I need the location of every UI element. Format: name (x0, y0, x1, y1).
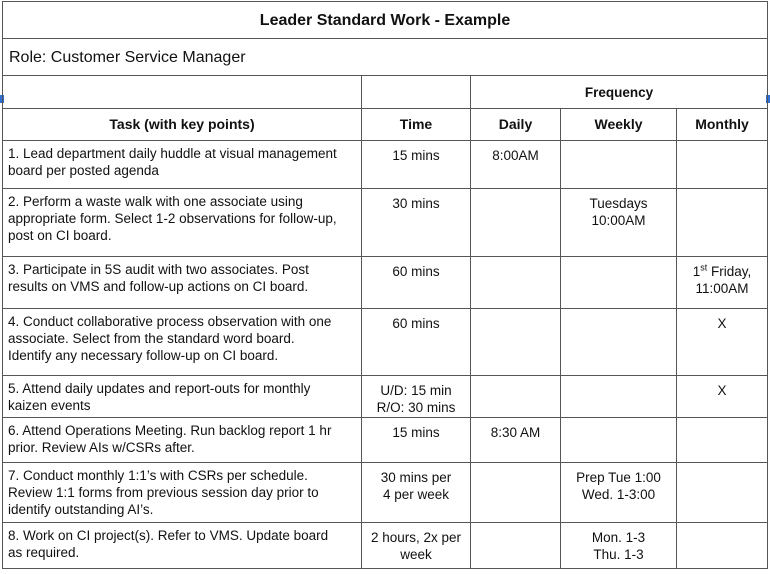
task-cell (3, 257, 362, 309)
task-cell-line: 2. Perform a waste walk with one associate using (8, 194, 303, 209)
task-cell-line: kaizen events (8, 398, 91, 413)
monthly-cell-line: 1st Friday, (692, 262, 752, 279)
monthly-cell (677, 141, 768, 189)
task-rows (3, 141, 768, 569)
task-cell (3, 189, 362, 257)
monthly-cell (677, 376, 768, 418)
daily-cell (471, 189, 561, 257)
weekly-cell-line: Prep Tue 1:00 (576, 470, 661, 485)
task-cell (3, 523, 362, 569)
header-empty-cell (362, 76, 471, 109)
monthly-cell-line: X (717, 316, 727, 331)
frequency-header: Frequency (471, 76, 768, 109)
daily-cell-line: 8:00AM (492, 148, 539, 163)
weekly-cell (561, 309, 677, 376)
time-cell (362, 141, 471, 189)
time-cell-line: 60 mins (392, 264, 440, 279)
time-cell (362, 309, 471, 376)
task-column-header: Task (with key points) (3, 109, 362, 141)
task-cell-line: associate. Select from the standard word board. (8, 331, 295, 346)
time-cell (362, 463, 471, 523)
time-cell-line: 4 per week (382, 487, 450, 502)
weekly-cell-line: 10:00AM (591, 213, 646, 228)
monthly-cell (677, 463, 768, 523)
task-cell-line: identify outstanding AI’s. (8, 502, 154, 517)
table-row (3, 309, 768, 376)
table-row (3, 523, 768, 569)
time-cell (362, 418, 471, 463)
monthly-cell (677, 257, 768, 309)
time-cell (362, 376, 471, 418)
task-cell (3, 309, 362, 376)
daily-cell (471, 523, 561, 569)
task-cell-line: results on VMS and follow-up actions on CI board. (8, 279, 309, 294)
weekly-cell (561, 418, 677, 463)
task-cell-line: 3. Participate in 5S audit with two associates. Post (8, 262, 309, 277)
task-cell-line: post on CI board. (8, 228, 112, 243)
time-cell-line: U/D: 15 min (380, 383, 452, 398)
weekly-cell-line: Tuesdays (589, 196, 648, 211)
task-cell-line: 4. Conduct collaborative process observation with one (8, 314, 332, 329)
task-cell-line: Identify any necessary follow-up on CI board. (8, 348, 279, 363)
weekly-cell (561, 523, 677, 569)
time-cell (362, 189, 471, 257)
table-row (3, 463, 768, 523)
time-column-header: Time (362, 109, 471, 141)
weekly-cell (561, 376, 677, 418)
time-cell-line: 15 mins (392, 148, 440, 163)
task-cell-line: 6. Attend Operations Meeting. Run backlog report 1 hr (8, 423, 332, 438)
time-cell-line: 60 mins (392, 316, 440, 331)
task-cell-line: 8. Work on CI project(s). Refer to VMS. Update board (8, 528, 329, 543)
header-empty-cell (3, 76, 362, 109)
monthly-cell (677, 309, 768, 376)
time-cell-line: 15 mins (392, 425, 440, 440)
document-title: Leader Standard Work - Example (3, 2, 768, 39)
task-cell (3, 418, 362, 463)
task-cell-line: 5. Attend daily updates and report-outs for monthly (8, 381, 311, 396)
time-cell-line: 30 mins (392, 196, 440, 211)
task-cell-line: Review 1:1 forms from previous session day prior to (8, 485, 319, 500)
daily-cell-line: 8:30 AM (490, 425, 541, 440)
table-row (3, 376, 768, 418)
task-cell (3, 141, 362, 189)
weekly-cell-line: Wed. 1-3:00 (581, 487, 656, 502)
weekly-cell (561, 257, 677, 309)
ordinal-suffix: st (700, 262, 708, 273)
monthly-cell-line: 11:00AM (695, 281, 749, 296)
daily-cell (471, 257, 561, 309)
weekly-cell-line: Thu. 1-3 (593, 547, 644, 562)
daily-cell (471, 418, 561, 463)
table-row (3, 257, 768, 309)
monthly-cell (677, 189, 768, 257)
time-cell-line: week (400, 547, 432, 562)
weekly-cell (561, 141, 677, 189)
task-cell-line: 7. Conduct monthly 1:1’s with CSRs per schedule. (8, 468, 308, 483)
task-cell (3, 376, 362, 418)
role-label: Role: Customer Service Manager (3, 39, 768, 76)
weekly-cell (561, 189, 677, 257)
table-row (3, 141, 768, 189)
task-cell-line: prior. Review AIs w/CSRs after. (8, 440, 195, 455)
table-row (3, 418, 768, 463)
table-row (3, 189, 768, 257)
daily-column-header: Daily (471, 109, 561, 141)
task-cell-line: 1. Lead department daily huddle at visual management (8, 146, 337, 161)
task-cell-line: board per posted agenda (8, 163, 159, 178)
task-cell (3, 463, 362, 523)
monthly-cell (677, 418, 768, 463)
time-cell (362, 523, 471, 569)
time-cell-line: R/O: 30 mins (376, 400, 456, 415)
monthly-cell (677, 523, 768, 569)
weekly-cell (561, 463, 677, 523)
task-cell-line: appropriate form. Select 1-2 observations for follow-up, (8, 211, 337, 226)
monthly-cell-line: X (717, 383, 727, 398)
daily-cell (471, 141, 561, 189)
time-cell-line: 2 hours, 2x per (370, 530, 462, 545)
daily-cell (471, 376, 561, 418)
leader-standard-work-table (2, 1, 768, 569)
weekly-cell-line: Mon. 1-3 (591, 530, 646, 545)
daily-cell (471, 463, 561, 523)
task-cell-line: as required. (8, 545, 80, 560)
weekly-column-header: Weekly (561, 109, 677, 141)
daily-cell (471, 309, 561, 376)
monthly-column-header: Monthly (677, 109, 768, 141)
time-cell (362, 257, 471, 309)
time-cell-line: 30 mins per (380, 470, 452, 485)
